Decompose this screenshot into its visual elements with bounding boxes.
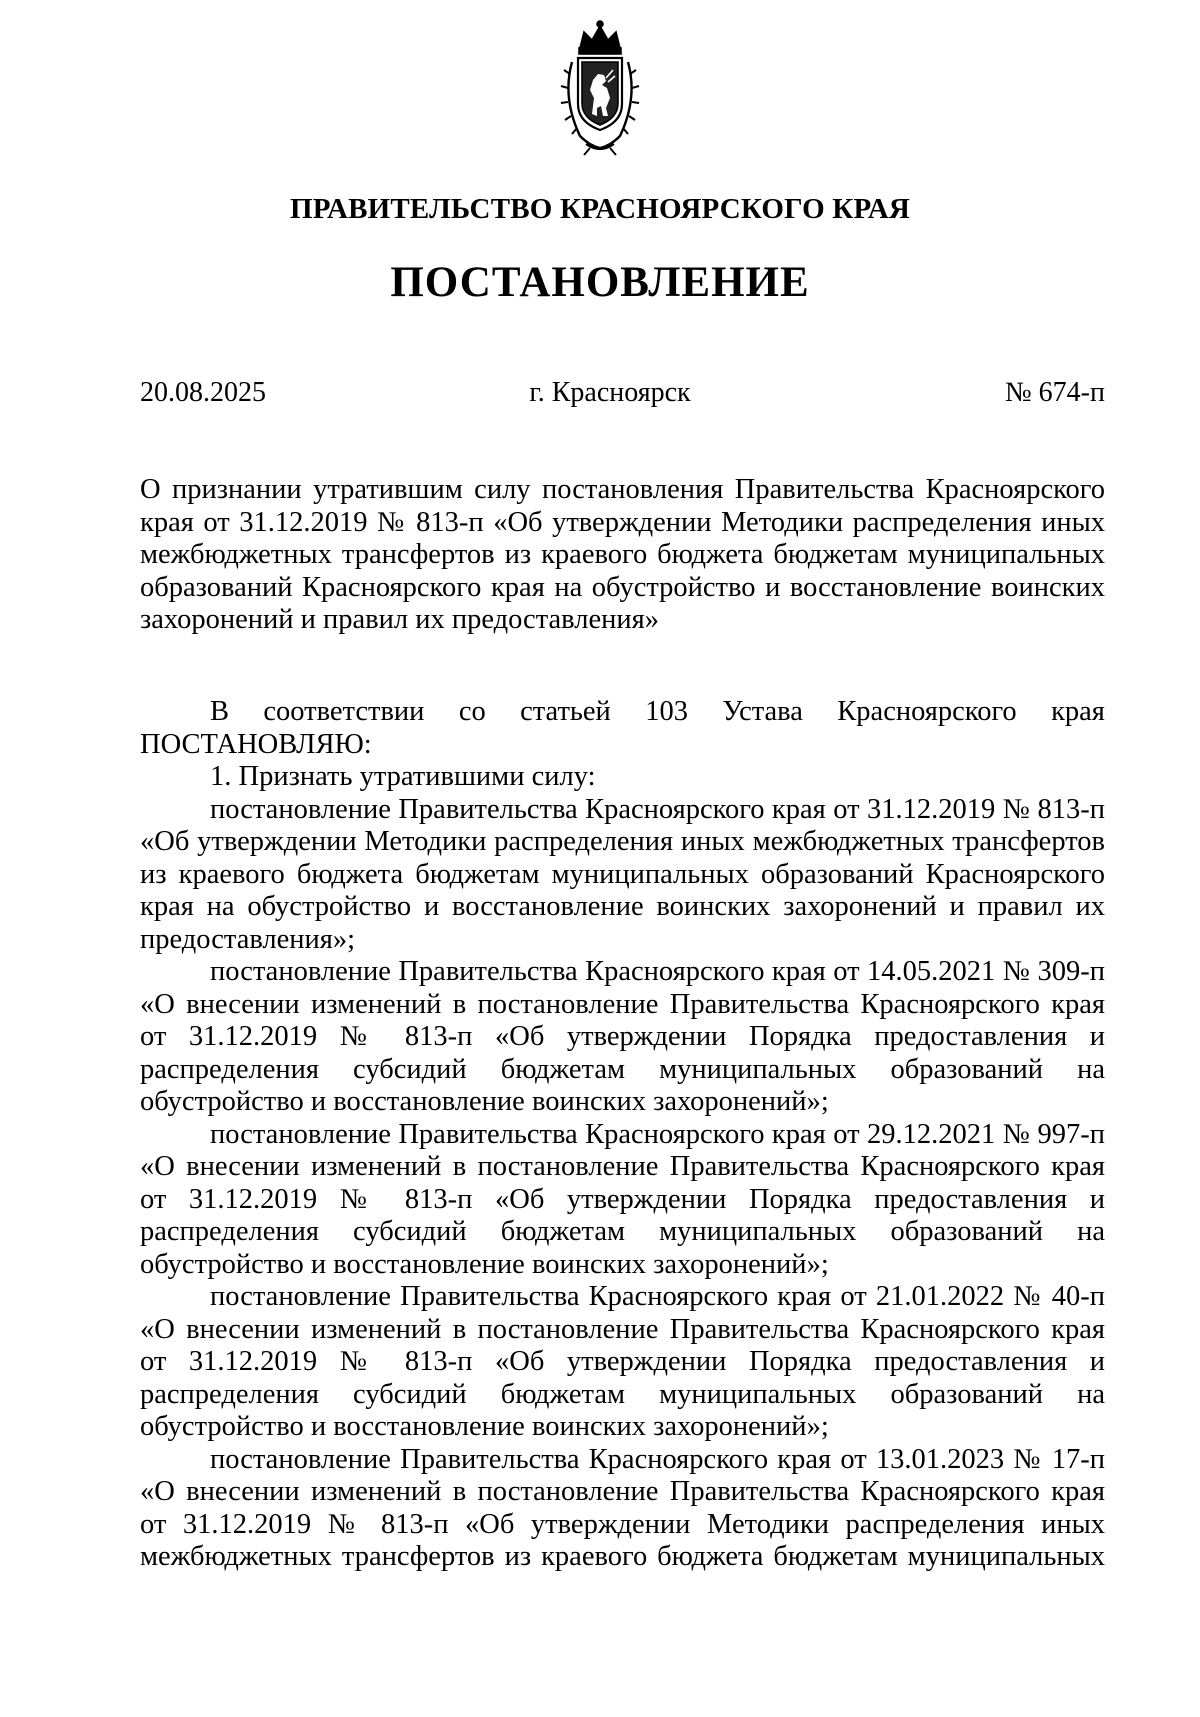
organization-name: ПРАВИТЕЛЬСТВО КРАСНОЯРСКОГО КРАЯ (289, 193, 911, 225)
act-rest: «О внесении изменений в постановление Правительства Красноярского края от 31.12.2019 № 813-п «Об утверждении Порядка предоставления и распределения субсидий бюджетам муниципальных образований на обустройство и восстановление воинских захоронений»; (140, 1313, 1105, 1442)
act-rest: «Об утверждении Методики распределения иных межбюджетных трансфертов из краевого бюджета бюджетам муниципальных образований Красноярского края на обустройство и восстановление воинских захоронений и правил их предоставления»; (140, 826, 1105, 955)
act-lead: постановление Правительства Красноярского края от 14.05.2021 № 309-п (210, 956, 1105, 987)
document-date: 20.08.2025 (140, 377, 266, 408)
act-lead: постановление Правительства Красноярского края от 31.12.2019 № 813-п (210, 793, 1105, 825)
preamble-word: со (458, 696, 486, 727)
act-paragraph (140, 956, 1105, 1119)
document-city: г. Красноярск (529, 377, 691, 408)
preamble-word: статьей (520, 696, 611, 727)
preamble-word: 103 (645, 696, 688, 727)
preamble-word: Устава (722, 696, 803, 727)
preamble-word: края (1051, 696, 1105, 727)
document-body (140, 696, 1105, 1574)
act-rest: «О внесении изменений в постановление Правительства Красноярского края от 31.12.2019 № 813-п «Об утверждении Порядка предоставления и распределения субсидий бюджетам муниципальных образований на обустройство и восстановление воинских захоронений»; (140, 988, 1105, 1117)
preamble-word: В (210, 696, 230, 727)
document-type: ПОСТАНОВЛЕНИЕ (390, 259, 810, 306)
preamble-line (140, 696, 1105, 729)
document-number: № 674-п (1004, 377, 1105, 408)
act-lead: постановление Правительства Красноярского края от 13.01.2023 № 17-п (210, 1443, 1105, 1475)
act-paragraph (140, 1444, 1105, 1574)
coat-of-arms-icon (550, 18, 650, 156)
act-paragraph (140, 794, 1105, 957)
item-1: 1. Признать утратившими силу: (210, 761, 596, 792)
preamble-word: соответствии (263, 696, 425, 727)
act-lead: постановление Правительства Красноярского края от 21.01.2022 № 40-п (210, 1281, 1105, 1312)
act-rest: «О внесении изменений в постановление Правительства Красноярского края от 31.12.2019 № 813-п «Об утверждении Методики распределения иных межбюджетных трансфертов из краевого бюджета бюджетам муниципальных (140, 1476, 1105, 1572)
preamble-resolve: ПОСТАНОВЛЯЮ: (140, 728, 372, 760)
act-paragraph (140, 1119, 1105, 1282)
document-title: О признании утратившим силу постановления Правительства Красноярского края от 31.12.2019 № 813-п «Об утверждении Методики распределения иных межбюджетных трансфертов из краевого бюджета бюджетам муниципальных образований Красноярского края на обустройство и восстановление воинских захоронений и правил их предоставления» (140, 474, 1105, 635)
act-lead: постановление Правительства Красноярского края от 29.12.2021 № 997-п (210, 1118, 1105, 1150)
act-paragraph (140, 1281, 1105, 1444)
act-rest: «О внесении изменений в постановление Правительства Красноярского края от 31.12.2019 № 813-п «Об утверждении Порядка предоставления и распределения субсидий бюджетам муниципальных образований на обустройство и восстановление воинских захоронений»; (140, 1151, 1105, 1280)
preamble-word: Красноярского (837, 696, 1017, 727)
